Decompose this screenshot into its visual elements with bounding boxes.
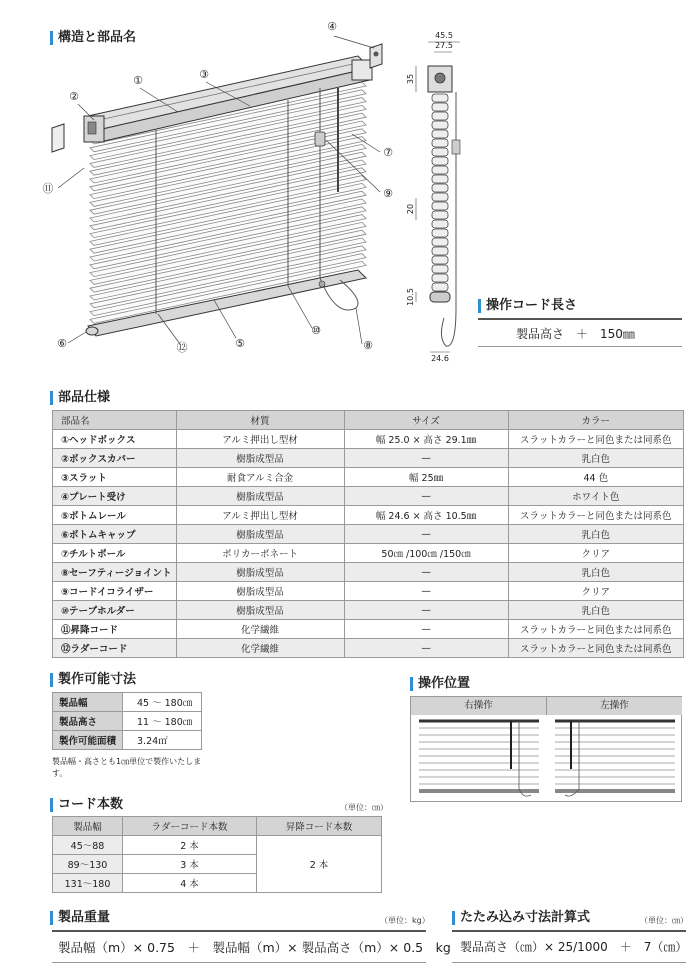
spec-header-size: サイズ <box>344 411 508 430</box>
spec-cell-material: 樹脂成型品 <box>176 601 344 620</box>
spec-cell-color: 乳白色 <box>508 449 683 468</box>
spec-cell-size: 幅 25㎜ <box>344 468 508 487</box>
spec-cell-material: 化学繊維 <box>176 620 344 639</box>
spec-cell-color: スラットカラーと同色または同系色 <box>508 620 683 639</box>
cords-cell-lift: 2 本 <box>257 836 382 893</box>
cords-cell-ladder: 2 本 <box>123 836 257 855</box>
spec-title: 部品仕様 <box>50 390 110 406</box>
spec-cell-material: 樹脂成型品 <box>176 563 344 582</box>
callout-12: ⑫ <box>176 341 188 354</box>
dimensions-row <box>53 712 202 731</box>
dimensions-cell-label: 製作可能面積 <box>53 731 123 750</box>
spec-cell-material: 樹脂成型品 <box>176 449 344 468</box>
position-left-label: 左操作 <box>547 697 682 715</box>
dimensions-title: 製作可能寸法 <box>50 672 136 688</box>
spec-cell-name: ⑨コードイコライザー <box>53 582 177 601</box>
spec-cell-material: 樹脂成型品 <box>176 487 344 506</box>
spec-cell-name: ⑩テープホルダー <box>53 601 177 620</box>
dim-side3: 10.5 <box>406 288 415 306</box>
spec-cell-size: — <box>344 582 508 601</box>
spec-cell-name: ⑤ボトムレール <box>53 506 177 525</box>
spec-cell-material: 耐食アルミ合金 <box>176 468 344 487</box>
spec-cell-name: ⑦チルトポール <box>53 544 177 563</box>
callout-1: ① <box>133 74 143 87</box>
spec-cell-color: 乳白色 <box>508 563 683 582</box>
spec-cell-name: ①ヘッドボックス <box>53 430 177 449</box>
spec-cell-material: アルミ押出し型材 <box>176 506 344 525</box>
spec-cell-material: ポリカーボネート <box>176 544 344 563</box>
dim-bottom: 24.6 <box>431 354 449 363</box>
dimensions-cell-value: 11 〜 180㎝ <box>123 712 202 731</box>
cords-cell-width: 131〜180 <box>53 874 123 893</box>
spec-row <box>53 639 684 658</box>
dimensions-note: 製品幅・高さとも1㎝単位で製作いたします。 <box>52 757 202 778</box>
dimensions-cell-value: 45 〜 180㎝ <box>123 693 202 712</box>
spec-cell-size: — <box>344 620 508 639</box>
spec-cell-size: 幅 24.6 × 高さ 10.5㎜ <box>344 506 508 525</box>
cords-cell-ladder: 4 本 <box>123 874 257 893</box>
position-panel <box>410 696 682 802</box>
spec-cell-name: ④プレート受け <box>53 487 177 506</box>
spec-cell-name: ③スラット <box>53 468 177 487</box>
spec-cell-size: — <box>344 449 508 468</box>
spec-cell-material: 化学繊維 <box>176 639 344 658</box>
blind-structure-diagram <box>40 8 490 363</box>
cords-unit: （単位：㎝） <box>340 803 388 812</box>
callout-2: ② <box>69 90 79 103</box>
folded-formula: 製品高さ（㎝）× 25/1000 ＋ 7（㎝） <box>460 940 688 954</box>
spec-cell-size: — <box>344 601 508 620</box>
weight-title: 製品重量 <box>50 910 110 926</box>
spec-cell-size: 幅 25.0 × 高さ 29.1㎜ <box>344 430 508 449</box>
spec-header-color: カラー <box>508 411 683 430</box>
spec-cell-size: — <box>344 563 508 582</box>
cords-cell-width: 89〜130 <box>53 855 123 874</box>
dim-top1: 45.5 <box>435 31 453 40</box>
spec-cell-material: 樹脂成型品 <box>176 525 344 544</box>
cords-title: コード本数 <box>50 797 123 813</box>
spec-row <box>53 544 684 563</box>
spec-table <box>52 410 684 658</box>
dimensions-table <box>52 692 202 750</box>
cords-header-width: 製品幅 <box>53 817 123 836</box>
spec-cell-name: ②ボックスカバー <box>53 449 177 468</box>
cord-length-formula: 製品高さ ＋ 150㎜ <box>516 327 635 341</box>
weight-unit: （単位：kg） <box>380 916 430 925</box>
spec-cell-size: — <box>344 639 508 658</box>
callout-3: ③ <box>199 68 209 81</box>
spec-cell-color: 乳白色 <box>508 601 683 620</box>
spec-cell-material: アルミ押出し型材 <box>176 430 344 449</box>
spec-row <box>53 449 684 468</box>
dim-side2: 20 <box>406 203 415 215</box>
spec-row <box>53 487 684 506</box>
spec-row <box>53 620 684 639</box>
spec-header-name: 部品名 <box>53 411 177 430</box>
dimensions-row <box>53 731 202 750</box>
spec-cell-name: ⑥ボトムキャップ <box>53 525 177 544</box>
dim-top2: 27.5 <box>435 41 453 50</box>
callout-11: ⑪ <box>42 182 54 195</box>
dimensions-cell-label: 製品高さ <box>53 712 123 731</box>
spec-cell-color: 44 色 <box>508 468 683 487</box>
spec-cell-name: ⑪昇降コード <box>53 620 177 639</box>
cords-cell-ladder: 3 本 <box>123 855 257 874</box>
spec-row <box>53 430 684 449</box>
spec-row <box>53 506 684 525</box>
cords-cell-width: 45〜88 <box>53 836 123 855</box>
folded-unit: （単位：㎝） <box>640 916 688 925</box>
spec-cell-color: クリア <box>508 544 683 563</box>
spec-row <box>53 582 684 601</box>
position-right-label: 右操作 <box>411 697 547 715</box>
dimensions-row <box>53 693 202 712</box>
dim-side1: 35 <box>406 73 415 85</box>
spec-cell-size: — <box>344 525 508 544</box>
cord-length-title: 操作コード長さ <box>478 298 577 314</box>
dimensions-cell-value: 3.24㎡ <box>123 731 202 750</box>
cords-row <box>53 836 382 855</box>
spec-cell-color: クリア <box>508 582 683 601</box>
spec-cell-material: 樹脂成型品 <box>176 582 344 601</box>
spec-cell-size: — <box>344 487 508 506</box>
callout-6: ⑥ <box>57 337 67 350</box>
spec-cell-color: 乳白色 <box>508 525 683 544</box>
spec-header-material: 材質 <box>176 411 344 430</box>
spec-cell-color: スラットカラーと同色または同系色 <box>508 506 683 525</box>
spec-row <box>53 601 684 620</box>
spec-cell-name: ⑧セーフティージョイント <box>53 563 177 582</box>
spec-row <box>53 468 684 487</box>
callout-8: ⑧ <box>363 339 373 352</box>
cords-table <box>52 816 382 893</box>
spec-cell-color: ホワイト色 <box>508 487 683 506</box>
structure-title: 構造と部品名 <box>50 30 136 46</box>
position-diagram <box>411 715 683 803</box>
spec-row <box>53 525 684 544</box>
cords-header-ladder: ラダーコード本数 <box>123 817 257 836</box>
callout-7: ⑦ <box>383 146 393 159</box>
callout-4: ④ <box>327 20 337 33</box>
spec-cell-color: スラットカラーと同色または同系色 <box>508 639 683 658</box>
folded-title: たたみ込み寸法計算式 <box>452 910 590 926</box>
spec-cell-size: 50㎝ /100㎝ /150㎝ <box>344 544 508 563</box>
weight-formula: 製品幅（m）× 0.75 ＋ 製品幅（m）× 製品高さ（m）× 0.5 kg <box>58 940 451 955</box>
dimensions-cell-label: 製品幅 <box>53 693 123 712</box>
callout-5: ⑤ <box>235 337 245 350</box>
callout-9: ⑨ <box>383 187 393 200</box>
spec-row <box>53 563 684 582</box>
spec-cell-color: スラットカラーと同色または同系色 <box>508 430 683 449</box>
callout-10: ⑩ <box>311 324 321 337</box>
spec-cell-name: ⑫ラダーコード <box>53 639 177 658</box>
cords-header-lift: 昇降コード本数 <box>257 817 382 836</box>
position-title: 操作位置 <box>410 676 470 692</box>
